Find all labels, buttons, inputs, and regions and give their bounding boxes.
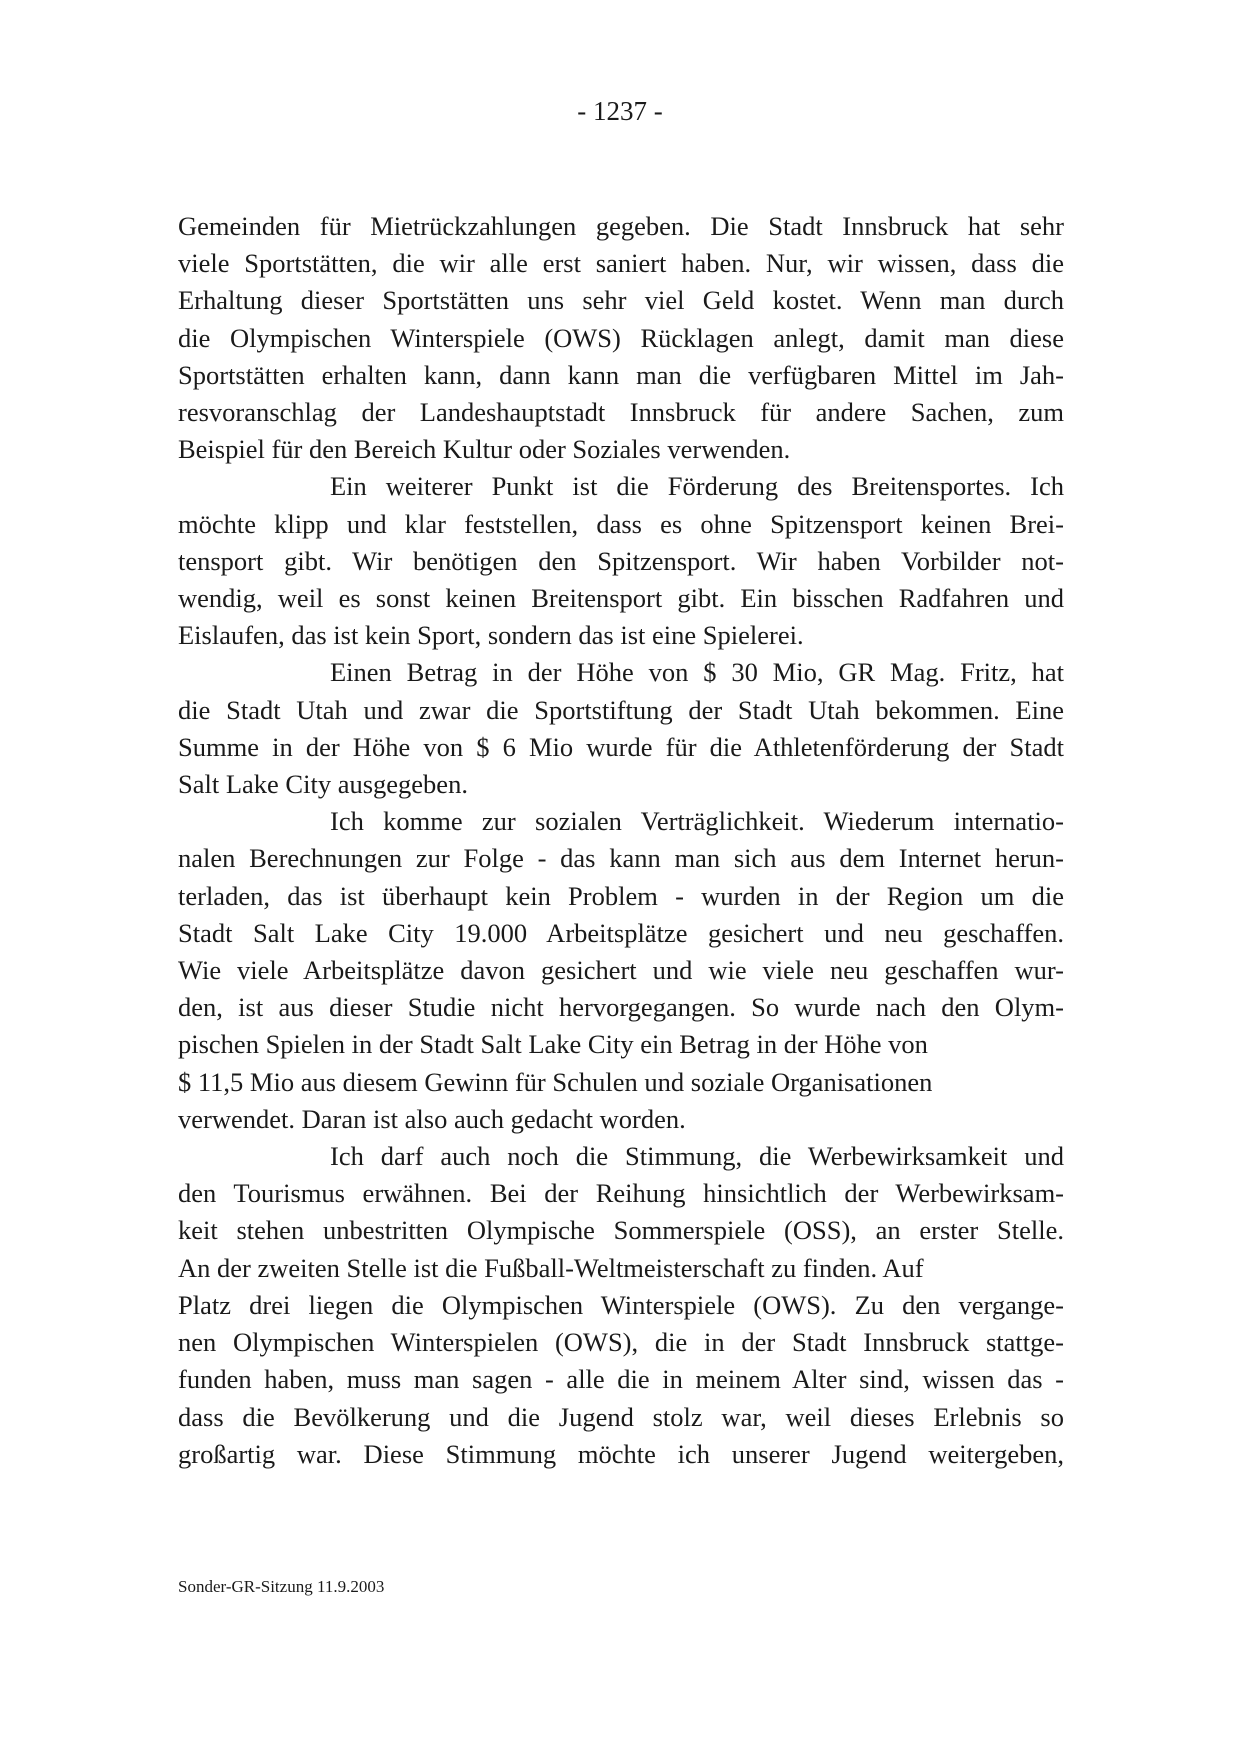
text-line: nen Olympischen Winterspielen (OWS), die in der Stadt Innsbruck stattge- [178, 1327, 1064, 1358]
page-number: - 1237 - [577, 96, 663, 126]
text-line: resvoranschlag der Landeshauptstadt Innsbruck für andere Sachen, zum [178, 397, 1064, 428]
text-line: terladen, das ist überhaupt kein Problem - wurden in der Region um die [178, 880, 1064, 911]
text-line: tensport gibt. Wir benötigen den Spitzensport. Wir haben Vorbilder not- [178, 545, 1064, 576]
text-line: verwendet. Daran ist also auch gedacht worden. [178, 1103, 686, 1134]
text-line: großartig war. Diese Stimmung möchte ich unserer Jugend weitergeben, [178, 1438, 1064, 1469]
text-line: $ 11,5 Mio aus diesem Gewinn für Schulen und soziale Organisationen [178, 1066, 933, 1097]
text-line: dass die Bevölkerung und die Jugend stolz war, weil dieses Erlebnis so [178, 1401, 1064, 1432]
text-line: Ich darf auch noch die Stimmung, die Werbewirksamkeit und [330, 1141, 1064, 1172]
text-line: viele Sportstätten, die wir alle erst saniert haben. Nur, wir wissen, dass die [178, 248, 1064, 279]
text-line: Sportstätten erhalten kann, dann kann man die verfügbaren Mittel im Jah- [178, 359, 1064, 390]
text-line: Ein weiterer Punkt ist die Förderung des Breitensportes. Ich [330, 471, 1064, 502]
text-line: Wie viele Arbeitsplätze davon gesichert und wie viele neu geschaffen wur- [178, 955, 1064, 986]
text-line: wendig, weil es sonst keinen Breitensport gibt. Ein bisschen Radfahren und [178, 583, 1064, 614]
text-line: Summe in der Höhe von $ 6 Mio wurde für die Athletenförderung der Stadt [178, 731, 1064, 762]
text-line: möchte klipp und klar feststellen, dass es ohne Spitzensport keinen Brei- [178, 508, 1064, 539]
text-line: Salt Lake City ausgegeben. [178, 769, 468, 800]
text-line: funden haben, muss man sagen - alle die in meinem Alter sind, wissen das - [178, 1364, 1064, 1395]
text-line: den, ist aus dieser Studie nicht hervorgegangen. So wurde nach den Olym- [178, 992, 1064, 1023]
text-line: Beispiel für den Bereich Kultur oder Soziales verwenden. [178, 434, 791, 465]
footer: Sonder-GR-Sitzung 11.9.2003 [178, 1577, 385, 1596]
text-line: die Olympischen Winterspiele (OWS) Rücklagen anlegt, damit man diese [178, 322, 1064, 353]
text-line: An der zweiten Stelle ist die Fußball-Weltmeisterschaft zu finden. Auf [178, 1252, 924, 1283]
text-line: pischen Spielen in der Stadt Salt Lake City ein Betrag in der Höhe von [178, 1029, 928, 1060]
text-line: Erhaltung dieser Sportstätten uns sehr viel Geld kostet. Wenn man durch [178, 285, 1064, 316]
text-line: Eislaufen, das ist kein Sport, sondern das ist eine Spielerei. [178, 620, 804, 651]
text-line: Platz drei liegen die Olympischen Winterspiele (OWS). Zu den vergange- [178, 1289, 1064, 1320]
text-line: Stadt Salt Lake City 19.000 Arbeitsplätze gesichert und neu geschaffen. [178, 917, 1064, 948]
text-line: keit stehen unbestritten Olympische Sommerspiele (OSS), an erster Stelle. [178, 1215, 1064, 1246]
body-text [178, 208, 1064, 1473]
text-line: Einen Betrag in der Höhe von $ 30 Mio, GR Mag. Fritz, hat [330, 657, 1064, 688]
text-line: Ich komme zur sozialen Verträglichkeit. Wiederum internatio- [330, 806, 1064, 837]
text-line: den Tourismus erwähnen. Bei der Reihung hinsichtlich der Werbewirksam- [178, 1178, 1064, 1209]
text-line: die Stadt Utah und zwar die Sportstiftung der Stadt Utah bekommen. Eine [178, 694, 1064, 725]
text-line: nalen Berechnungen zur Folge - das kann man sich aus dem Internet herun- [178, 843, 1064, 874]
text-line: Gemeinden für Mietrückzahlungen gegeben. Die Stadt Innsbruck hat sehr [178, 211, 1064, 241]
